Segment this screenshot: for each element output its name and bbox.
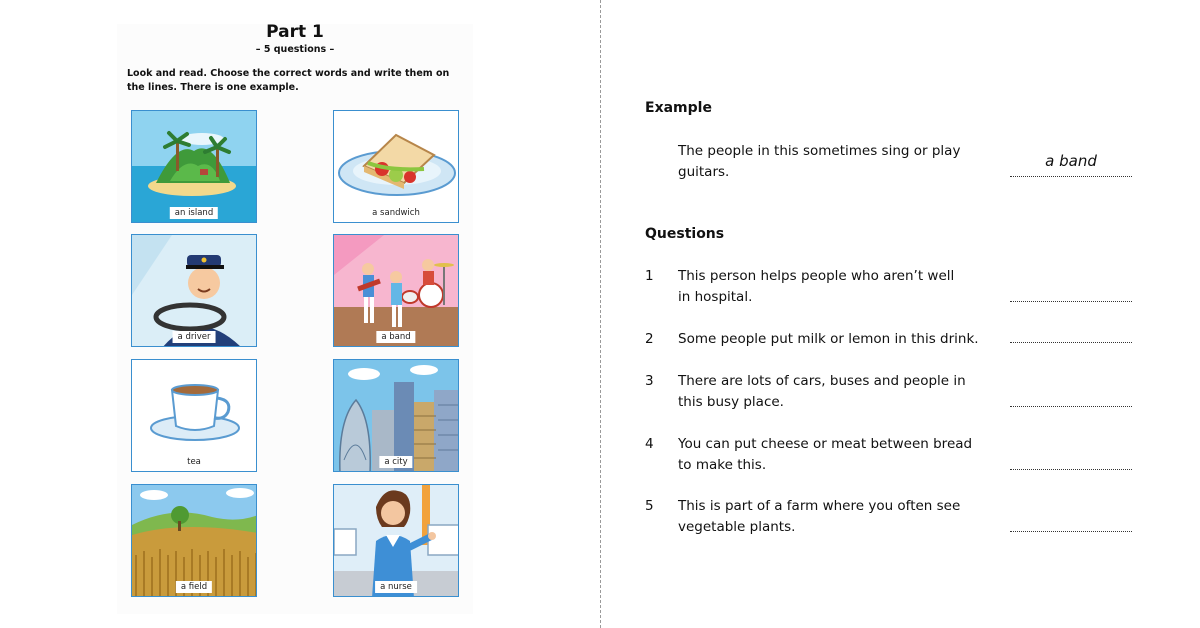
picture-label: a sandwich [367, 207, 425, 219]
questions-heading: Questions [645, 226, 725, 242]
question-text-line: This is part of a farm where you often see [678, 498, 961, 514]
question-number: 3 [645, 373, 654, 389]
answer-line-4[interactable] [1010, 469, 1132, 470]
picture-island [131, 110, 257, 223]
question-text-line: vegetable plants. [678, 519, 796, 535]
example-text-line: The people in this sometimes sing or play [678, 143, 961, 159]
question-text-line: in hospital. [678, 289, 753, 305]
question-number: 1 [645, 268, 654, 284]
question-text-line: This person helps people who aren’t well [678, 268, 955, 284]
page-divider [600, 0, 601, 628]
picture-label: tea [182, 456, 206, 468]
picture-sandwich [333, 110, 459, 223]
picture-label: a field [176, 581, 212, 593]
question-text-line: You can put cheese or meat between bread [678, 436, 973, 452]
picture-driver [131, 234, 257, 347]
picture-nurse [333, 484, 459, 597]
picture-label: an island [170, 207, 218, 219]
picture-tea [131, 359, 257, 472]
picture-label: a nurse [375, 581, 417, 593]
answer-line-1[interactable] [1010, 301, 1132, 302]
picture-label: a city [379, 456, 412, 468]
question-text [678, 371, 988, 413]
question-text-line: to make this. [678, 457, 767, 473]
picture-city [333, 359, 459, 472]
question-number: 5 [645, 498, 654, 514]
example-answer-line [1010, 176, 1132, 177]
question-text-line: There are lots of cars, buses and people in [678, 373, 966, 389]
question-text-line: this busy place. [678, 394, 784, 410]
picture-label: a driver [173, 331, 216, 343]
picture-band [333, 234, 459, 347]
example-text [678, 141, 988, 183]
question-text [678, 496, 988, 538]
picture-field [131, 484, 257, 597]
question-number: 2 [645, 331, 654, 347]
example-heading: Example [645, 100, 712, 116]
question-text-line: Some people put milk or lemon in this drink. [678, 331, 979, 347]
part-subtitle: – 5 questions – [255, 44, 335, 55]
example-text-line: guitars. [678, 164, 730, 180]
question-text [678, 266, 988, 308]
answer-line-2[interactable] [1010, 342, 1132, 343]
example-answer: a band [1045, 152, 1097, 170]
question-number: 4 [645, 436, 654, 452]
question-text [678, 329, 988, 350]
instructions: Look and read. Choose the correct words and write them on the lines. There is one example. [127, 68, 450, 93]
picture-label: a band [376, 331, 415, 343]
question-text [678, 434, 988, 476]
answer-line-5[interactable] [1010, 531, 1132, 532]
answer-line-3[interactable] [1010, 406, 1132, 407]
part-title: Part 1 [266, 22, 324, 42]
